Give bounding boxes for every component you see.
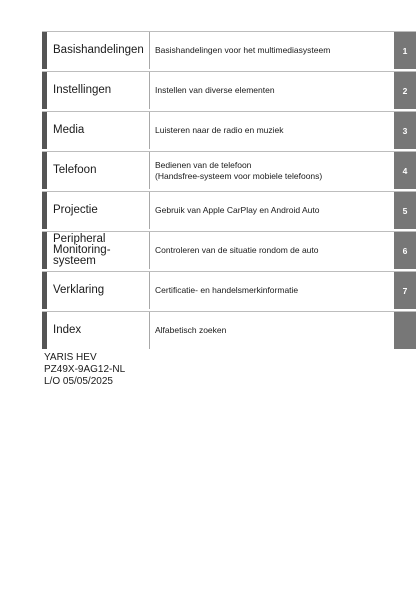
section-marker: [42, 232, 47, 269]
chapter-number-tab[interactable]: 2: [394, 72, 416, 109]
toc-row-media[interactable]: [42, 111, 416, 149]
description-line: Alfabetisch zoeken: [155, 325, 227, 335]
section-marker: [42, 152, 47, 189]
section-marker: [42, 192, 47, 229]
section-description: [155, 192, 390, 229]
chapter-number-tab[interactable]: 7: [394, 272, 416, 309]
document-info: [44, 352, 125, 388]
divider: [149, 32, 150, 69]
chapter-number-tab[interactable]: [394, 312, 416, 349]
section-title: Telefoon: [53, 164, 97, 176]
section-title: Verklaring: [53, 284, 105, 296]
toc-row-basishandelingen[interactable]: [42, 31, 416, 69]
section-description: [155, 72, 390, 109]
description-line: Luisteren naar de radio en muziek: [155, 125, 284, 135]
section-description: [155, 232, 390, 269]
divider: [149, 232, 150, 269]
document-date: L/O 05/05/2025: [44, 376, 113, 387]
section-description: [155, 112, 390, 149]
toc-row-peripheral-monitoring[interactable]: [42, 231, 416, 269]
model-name: YARIS HEV: [44, 352, 97, 363]
section-title: Peripheral Monitoring-systeem: [53, 233, 111, 267]
toc-row-instellingen[interactable]: [42, 71, 416, 109]
description-line: Controleren van de situatie rondom de auto: [155, 245, 319, 255]
description-line: Gebruik van Apple CarPlay en Android Auto: [155, 205, 320, 215]
section-description: [155, 272, 390, 309]
section-description: [155, 152, 390, 189]
divider: [149, 152, 150, 189]
description-line: Basishandelingen voor het multimediasysteem: [155, 45, 331, 55]
section-description: [155, 32, 390, 69]
section-title: Projectie: [53, 204, 98, 216]
chapter-number-tab[interactable]: 3: [394, 112, 416, 149]
description-line: Instellen van diverse elementen: [155, 85, 275, 95]
section-description: [155, 312, 390, 349]
section-title: Media: [53, 124, 85, 136]
table-of-contents: [42, 31, 416, 351]
section-marker: [42, 272, 47, 309]
chapter-number-tab[interactable]: 4: [394, 152, 416, 189]
divider: [149, 72, 150, 109]
divider: [149, 312, 150, 349]
toc-row-telefoon[interactable]: [42, 151, 416, 189]
divider: [149, 272, 150, 309]
description-line: Certificatie- en handelsmerkinformatie: [155, 285, 299, 295]
section-title: Instellingen: [53, 84, 112, 96]
chapter-number-tab[interactable]: 5: [394, 192, 416, 229]
section-title: Index: [53, 324, 82, 336]
description-line: (Handsfree-systeem voor mobiele telefoons): [155, 170, 323, 181]
section-marker: [42, 112, 47, 149]
document-code: PZ49X-9AG12-NL: [44, 364, 126, 375]
section-title: Basishandelingen: [53, 44, 144, 56]
toc-row-index[interactable]: [42, 311, 416, 349]
chapter-number-tab[interactable]: 1: [394, 32, 416, 69]
toc-row-projectie[interactable]: [42, 191, 416, 229]
section-marker: [42, 312, 47, 349]
divider: [149, 112, 150, 149]
divider: [149, 192, 150, 229]
section-marker: [42, 32, 47, 69]
chapter-number-tab[interactable]: 6: [394, 232, 416, 269]
toc-row-verklaring[interactable]: [42, 271, 416, 309]
description-line: Bedienen van de telefoon: [155, 159, 252, 170]
section-marker: [42, 72, 47, 109]
